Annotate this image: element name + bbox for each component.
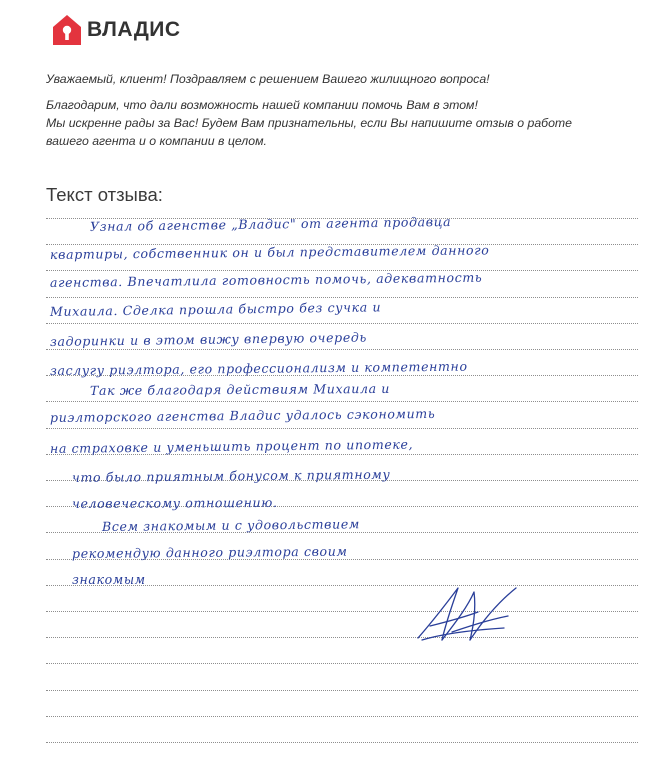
review-line: задоринки и в этом вижу впервую очередь: [49, 329, 367, 349]
review-line: заслугу риэлтора, его профессионализм и компетентно: [49, 358, 468, 378]
review-line: агенства. Впечатлила готовность помочь, адекватность: [49, 269, 483, 290]
handwritten-signature: [412, 582, 522, 644]
review-line: риэлторского агенства Владис удалось сэкономить: [49, 405, 436, 425]
ruled-line: [46, 742, 638, 743]
ruled-line: [46, 637, 638, 638]
ruled-line: [46, 611, 638, 612]
review-line: знакомым: [72, 572, 146, 587]
ruled-line: [46, 663, 638, 664]
review-line: квартиры, собственник он и был представителем данного: [49, 242, 490, 262]
thanks-line-2: Мы искренне рады за Вас! Будем Вам признательны, если Вы напишите отзыв о работе: [46, 116, 573, 130]
brand-name: ВЛАДИС: [87, 18, 181, 41]
intro-text: [46, 70, 636, 150]
house-keyhole-icon: [52, 14, 82, 46]
review-line: Так же благодаря действиям Михаила и: [89, 380, 391, 398]
thanks-line-3: вашего агента и о компании в целом.: [46, 134, 267, 148]
review-title: Текст отзыва:: [46, 184, 163, 205]
review-line: рекомендую данного риэлтора своим: [71, 543, 348, 561]
review-line: Михаила. Сделка прошла быстро без сучка и: [49, 299, 382, 319]
review-line: Всем знакомым и с удовольствием: [101, 516, 360, 534]
ruled-line: [46, 716, 638, 717]
greeting-text: Уважаемый, клиент! Поздравляем с решением Вашего жилищного вопроса!: [46, 72, 490, 86]
review-line: что было приятным бонусом к приятному: [71, 466, 391, 485]
review-line: Узнал об агенстве „Владис" от агента продавца: [89, 213, 452, 234]
review-line: на страховке и уменьшить процент по ипотеке,: [49, 436, 414, 456]
handwritten-review: [46, 210, 638, 610]
brand-logo: [52, 14, 181, 46]
ruled-line: [46, 690, 638, 691]
review-line: человеческому отношению.: [71, 494, 278, 511]
thanks-line-1: Благодарим, что дали возможность нашей компании помочь Вам в этом!: [46, 98, 478, 112]
